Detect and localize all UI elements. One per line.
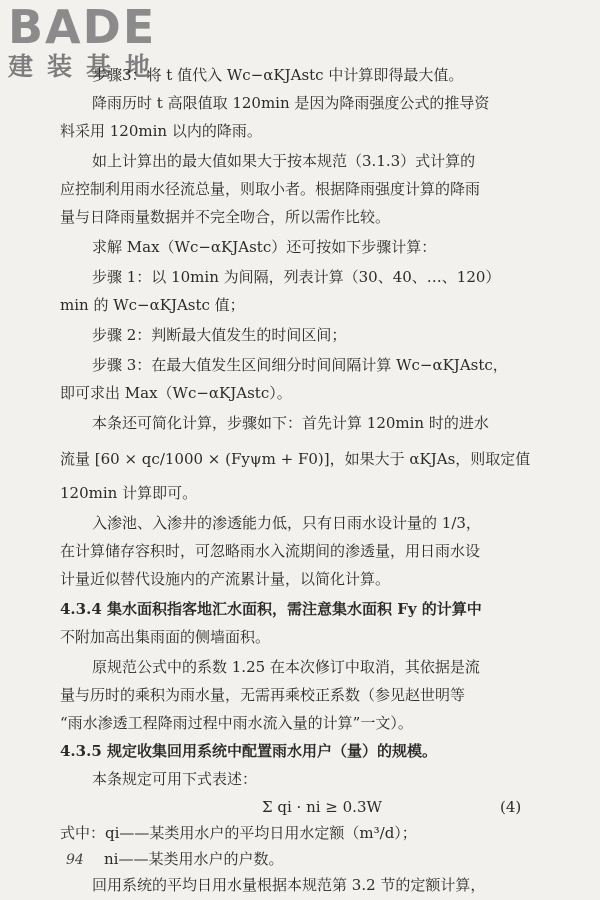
text-line: 计量近似替代设施内的产流累计量，以简化计算。: [60, 570, 391, 588]
section-4-3-4: 4.3.4 集水面积指客地汇水面积，需注意集水面积 Fy 的计算中: [60, 600, 482, 618]
text-line: 步骤 2：判断最大值发生的时间区间；: [92, 326, 347, 344]
text-line: 量与历时的乘积为雨水量，无需再乘校正系数（参见赵世明等: [60, 686, 466, 704]
text-line: 量与日降雨量数据并不完全吻合，所以需作比较。: [60, 208, 391, 226]
text-line: 即可求出 Max（Wc−αKJAstc）。: [60, 384, 292, 402]
formula-number: (4): [500, 798, 522, 816]
text-line: 求解 Max（Wc−αKJAstc）还可按如下步骤计算：: [92, 238, 437, 256]
text-line: 不附加高出集雨面的侧墙面积。: [60, 628, 271, 646]
text-line: 本条规定可用下式表述：: [92, 770, 258, 788]
text-line: “雨水渗透工程降雨过程中雨水流入量的计算”一文）。: [60, 714, 413, 732]
text-line: 步骤 3：在最大值发生区间细分时间间隔计算 Wc−αKJAstc，: [92, 356, 508, 374]
text-line: 步骤3：将 t 值代入 Wc−αKJAstc 中计算即得最大值。: [92, 66, 464, 84]
text-line: 式中：qi——某类用水户的平均日用水定额（m³/d）；: [60, 824, 417, 842]
text-line: min 的 Wc−αKJAstc 值；: [60, 296, 245, 314]
text-line: 入渗池、入渗井的渗透能力低，只有日雨水设计量的 1/3，: [92, 514, 481, 532]
text-line: 本条还可简化计算，步骤如下：首先计算 120min 时的进水: [92, 414, 489, 432]
text-line: ni——某类用水户的户数。: [104, 850, 284, 868]
page-number: 94: [66, 852, 84, 868]
text-line: 如上计算出的最大值如果大于按本规范（3.1.3）式计算的: [92, 152, 476, 170]
text-line: 回用系统的平均日用水量根据本规范第 3.2 节的定额计算，: [92, 876, 486, 894]
text-line: 在计算储存容积时，可忽略雨水入流期间的渗透量，用日雨水设: [60, 542, 481, 560]
logo-subtitle: 建装基地: [8, 52, 165, 81]
formula-4: Σ qi · ni ≥ 0.3W: [262, 798, 382, 816]
text-line: 原规范公式中的系数 1.25 在本次修订中取消，其依据是流: [92, 658, 480, 676]
text-line: 步骤 1：以 10min 为间隔，列表计算（30、40、…、120）: [92, 268, 501, 286]
text-line: 料采用 120min 以内的降雨。: [60, 122, 262, 140]
text-line: 流量 [60 × qc/1000 × (Fyψm + F0)]，如果大于 αKJAs，则取定值: [60, 450, 531, 468]
logo-brand: BADE: [8, 0, 157, 54]
text-line: 应控制利用雨水径流总量，则取小者。根据降雨强度计算的降雨: [60, 180, 481, 198]
section-4-3-5: 4.3.5 规定收集回用系统中配置雨水用户（量）的规模。: [60, 742, 437, 760]
text-line: 120min 计算即可。: [60, 484, 198, 502]
text-line: 降雨历时 t 高限值取 120min 是因为降雨强度公式的推导资: [92, 94, 490, 112]
